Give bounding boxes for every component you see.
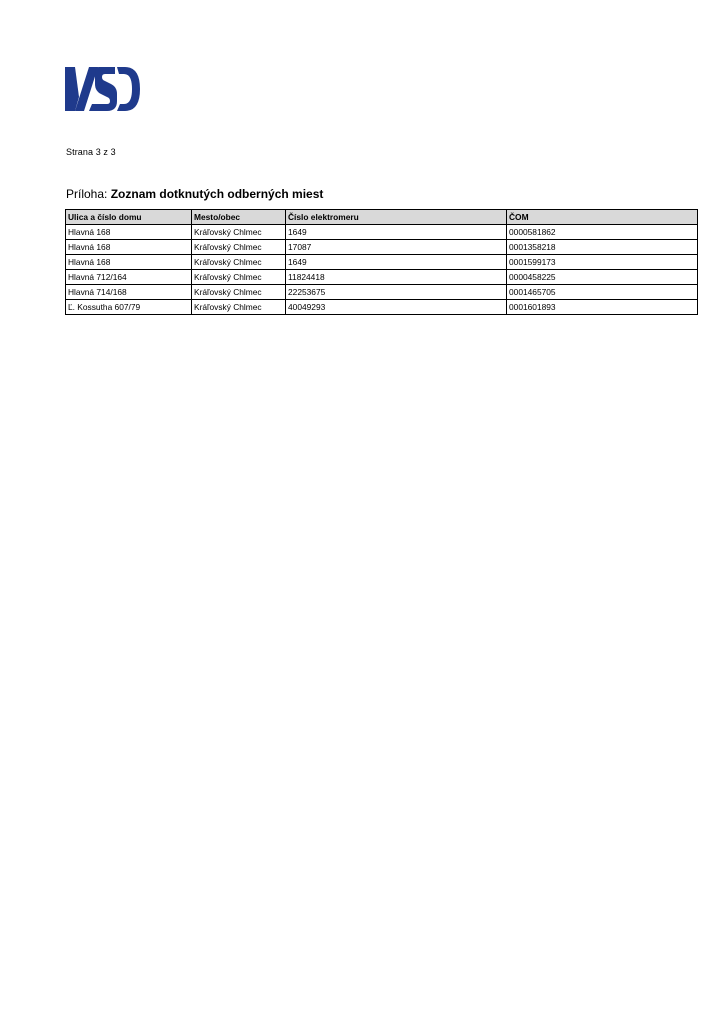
column-header-com: ČOM [507, 210, 698, 225]
cell-com: 0001358218 [507, 240, 698, 255]
cell-com: 0000458225 [507, 270, 698, 285]
cell-meter-number: 22253675 [286, 285, 507, 300]
column-header-street: Ulica a číslo domu [66, 210, 192, 225]
table-row [66, 300, 698, 315]
cell-meter-number: 40049293 [286, 300, 507, 315]
cell-street: Hlavná 712/164 [66, 270, 192, 285]
vsd-logo [65, 67, 140, 111]
affected-points-table [65, 209, 698, 315]
table-row [66, 225, 698, 240]
cell-com: 0001599173 [507, 255, 698, 270]
cell-city: Kráľovský Chlmec [192, 225, 286, 240]
column-header-city: Mesto/obec [192, 210, 286, 225]
cell-street: Hlavná 168 [66, 225, 192, 240]
table-row [66, 270, 698, 285]
cell-city: Kráľovský Chlmec [192, 300, 286, 315]
cell-city: Kráľovský Chlmec [192, 285, 286, 300]
cell-city: Kráľovský Chlmec [192, 270, 286, 285]
cell-street: Hlavná 168 [66, 240, 192, 255]
cell-meter-number: 11824418 [286, 270, 507, 285]
table-row [66, 240, 698, 255]
cell-meter-number: 1649 [286, 255, 507, 270]
column-header-meter-number: Číslo elektromeru [286, 210, 507, 225]
cell-street: Ľ. Kossutha 607/79 [66, 300, 192, 315]
attachment-heading [66, 187, 323, 201]
attachment-title: Zoznam dotknutých odberných miest [110, 187, 324, 201]
cell-city: Kráľovský Chlmec [192, 240, 286, 255]
cell-com: 0000581862 [507, 225, 698, 240]
table-row [66, 285, 698, 300]
attachment-prefix: Príloha: [66, 187, 111, 201]
cell-meter-number: 17087 [286, 240, 507, 255]
cell-com: 0001601893 [507, 300, 698, 315]
cell-meter-number: 1649 [286, 225, 507, 240]
cell-street: Hlavná 168 [66, 255, 192, 270]
cell-street: Hlavná 714/168 [66, 285, 192, 300]
cell-com: 0001465705 [507, 285, 698, 300]
page-number: Strana 3 z 3 [66, 147, 116, 157]
cell-city: Kráľovský Chlmec [192, 255, 286, 270]
table-row [66, 255, 698, 270]
table-header-row [66, 210, 698, 225]
